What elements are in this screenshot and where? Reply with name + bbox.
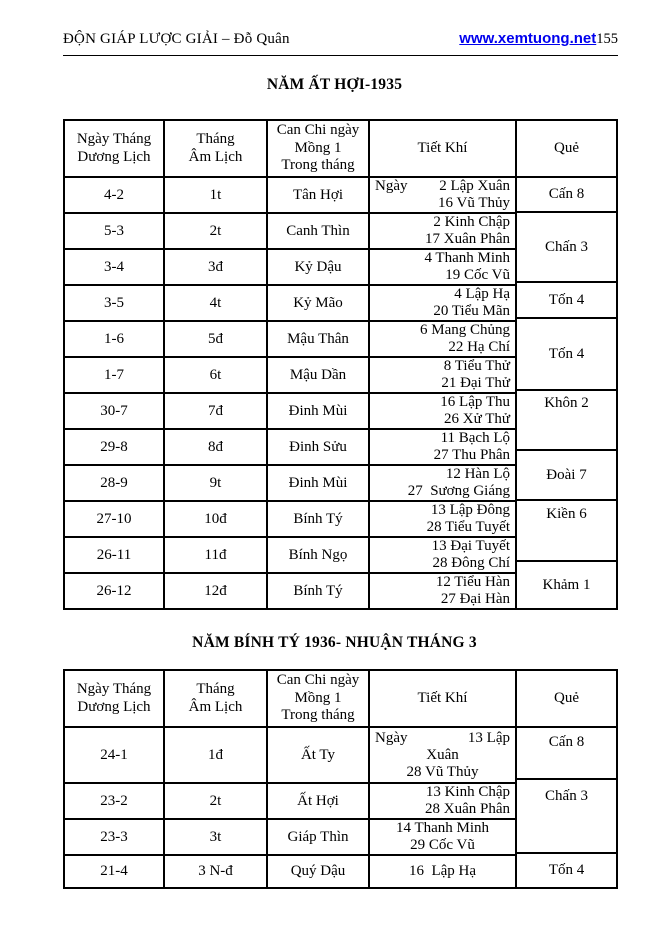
cell-tiet-khi: [369, 249, 516, 285]
tiet-khi-line: 16 Vũ Thủy: [438, 195, 510, 211]
tiet-khi-line: 17 Xuân Phân: [425, 231, 510, 247]
cell-am-lich: 11đ: [164, 537, 267, 573]
cell-can-chi: Canh Thìn: [267, 213, 369, 249]
que-cell: [517, 451, 616, 500]
que-label: Kiền 6: [546, 505, 587, 522]
tiet-khi-line: 20 Tiểu Mãn: [433, 303, 510, 319]
cell-duong-lich: 1-6: [64, 321, 164, 357]
tiet-khi-line: 2 Kinh Chập: [433, 214, 510, 230]
cell-am-lich: 7đ: [164, 393, 267, 429]
column-header-line: Trong tháng: [281, 707, 355, 724]
table-title-1935: NĂM ẤT HỢI-1935: [266, 76, 403, 93]
column-header-line: Tiết Khí: [417, 139, 468, 156]
column-header: [64, 670, 164, 727]
cell-tiet-khi: [369, 177, 516, 213]
cell-tiet-khi: [369, 819, 516, 855]
cell-duong-lich: 5-3: [64, 213, 164, 249]
cell-can-chi: Bính Ngọ: [267, 537, 369, 573]
que-label: Tốn 4: [548, 862, 585, 879]
column-header-line: Ngày Tháng: [76, 131, 152, 147]
que-cell: [517, 178, 616, 213]
column-header: [516, 670, 617, 727]
que-cell: [517, 501, 616, 562]
tiet-khi-line: 13 Lập Đông: [430, 502, 510, 518]
column-header: [369, 120, 516, 177]
cell-can-chi: Bính Tý: [267, 573, 369, 609]
tiet-khi-text: 13 Lập: [467, 729, 510, 746]
table-row: [64, 177, 617, 213]
tiet-khi-line: 6 Mang Chủng: [420, 322, 510, 338]
column-header-line: Tháng: [196, 681, 235, 697]
que-label: Khôn 2: [544, 394, 589, 411]
header-divider: [63, 55, 618, 56]
column-header: [164, 120, 267, 177]
tiet-khi-line: 12 Tiểu Hàn: [435, 574, 510, 590]
table-row: [64, 727, 617, 783]
cell-tiet-khi: [369, 501, 516, 537]
cell-duong-lich: 23-3: [64, 819, 164, 855]
cell-can-chi: Mậu Thân: [267, 321, 369, 357]
cell-am-lich: 2t: [164, 213, 267, 249]
cell-can-chi: Bính Tý: [267, 501, 369, 537]
que-overlay: [517, 728, 616, 887]
que-label: Cấn 8: [548, 186, 585, 203]
cell-tiet-khi: [369, 537, 516, 573]
cell-duong-lich: 24-1: [64, 727, 164, 783]
cell-duong-lich: 26-12: [64, 573, 164, 609]
cell-can-chi: Tân Hợi: [267, 177, 369, 213]
table-head: [64, 670, 617, 727]
cell-am-lich: 8đ: [164, 429, 267, 465]
tiet-khi-line: 27 Đại Hàn: [440, 591, 510, 607]
cell-duong-lich: 3-5: [64, 285, 164, 321]
que-cell: [517, 780, 616, 855]
cell-tiet-khi: [369, 727, 516, 783]
tiet-khi-line: 11 Bạch Lộ: [440, 430, 510, 446]
tiet-khi-line: 8 Tiểu Thử: [443, 358, 510, 374]
cell-am-lich: 9t: [164, 465, 267, 501]
tiet-khi-line: 28 Tiểu Tuyết: [426, 519, 510, 535]
column-header-line: Âm Lịch: [188, 148, 243, 165]
que-overlay: [517, 178, 616, 608]
tiet-khi-line: Xuân: [426, 746, 459, 763]
que-label: Đoài 7: [546, 466, 587, 483]
tiet-khi-line: 28 Đông Chí: [432, 555, 510, 571]
table-body: [64, 177, 617, 609]
tiet-khi-line: 29 Cốc Vũ: [410, 837, 475, 853]
cell-am-lich: 5đ: [164, 321, 267, 357]
table-body: [64, 727, 617, 888]
calendar-table-1936: [63, 669, 618, 889]
column-header-line: Ngày Tháng: [76, 681, 152, 697]
cell-tiet-khi: [369, 321, 516, 357]
page-number: 155: [596, 31, 618, 47]
tiet-khi-line: 4 Thanh Minh: [424, 250, 510, 266]
cell-am-lich: 1t: [164, 177, 267, 213]
tiet-khi-line: 13 Đại Tuyết: [431, 538, 510, 554]
tiet-khi-line: 19 Cốc Vũ: [445, 267, 510, 283]
tiet-khi-line: 12 Hàn Lộ: [445, 466, 510, 482]
tiet-khi-text: Ngày: [375, 729, 408, 746]
cell-am-lich: 6t: [164, 357, 267, 393]
cell-duong-lich: 26-11: [64, 537, 164, 573]
que-cell: [517, 854, 616, 887]
header-row: [64, 670, 617, 727]
calendar-table-1935: [63, 119, 618, 610]
que-label: Chấn 3: [545, 238, 588, 255]
header-row: [64, 120, 617, 177]
que-label: Chấn 3: [545, 787, 588, 804]
column-header-line: Mồng 1: [294, 139, 342, 156]
column-header: [164, 670, 267, 727]
cell-tiet-khi: [369, 573, 516, 609]
column-header-line: Quẻ: [554, 689, 579, 706]
cell-can-chi: Ất Hợi: [267, 783, 369, 819]
tiet-khi-line: 13 Kinh Chập: [425, 784, 510, 800]
tiet-khi-line: [375, 730, 510, 747]
tiet-khi-text: 2 Lập Xuân: [439, 178, 510, 194]
tiet-khi-line: 26 Xử Thử: [444, 411, 510, 427]
que-label: Khảm 1: [542, 576, 591, 593]
que-cell: [517, 319, 616, 390]
cell-que-column: [516, 177, 617, 609]
que-label: Tốn 4: [548, 345, 585, 362]
column-header-line: Trong tháng: [281, 157, 355, 174]
cell-duong-lich: 23-2: [64, 783, 164, 819]
column-header: [267, 670, 369, 727]
cell-que-column: [516, 727, 617, 888]
cell-duong-lich: 29-8: [64, 429, 164, 465]
column-header-line: Tiết Khí: [417, 689, 468, 706]
column-header: [64, 120, 164, 177]
tiet-khi-line: 14 Thanh Minh: [395, 820, 490, 836]
table-head: [64, 120, 617, 177]
cell-duong-lich: 27-10: [64, 501, 164, 537]
cell-am-lich: 3t: [164, 819, 267, 855]
column-header: [516, 120, 617, 177]
header-right: [459, 30, 618, 48]
column-header-line: Tháng: [196, 131, 235, 147]
cell-can-chi: Quý Dậu: [267, 855, 369, 888]
que-cell: [517, 728, 616, 780]
cell-tiet-khi: [369, 465, 516, 501]
cell-can-chi: Giáp Thìn: [267, 819, 369, 855]
tiet-khi-line: [375, 178, 510, 195]
que-label: Cấn 8: [548, 734, 585, 750]
tiet-khi-line: 4 Lập Hạ: [454, 286, 510, 302]
que-label: Tốn 4: [548, 291, 585, 308]
tiet-khi-line: 21 Đại Thử: [441, 375, 510, 391]
page-header: [0, 0, 669, 48]
tiet-khi-line: 28 Vũ Thủy: [406, 763, 479, 780]
cell-am-lich: 3 N-đ: [164, 855, 267, 888]
cell-am-lich: 4t: [164, 285, 267, 321]
column-header-line: Quẻ: [554, 139, 579, 156]
cell-duong-lich: 28-9: [64, 465, 164, 501]
cell-can-chi: Ất Ty: [267, 727, 369, 783]
cell-tiet-khi: [369, 213, 516, 249]
column-header-line: Dương Lịch: [77, 148, 151, 165]
cell-tiet-khi: [369, 357, 516, 393]
cell-am-lich: 2t: [164, 783, 267, 819]
tiet-khi-line: 16 Lập Thu: [440, 394, 510, 410]
cell-can-chi: Đinh Mùi: [267, 465, 369, 501]
cell-am-lich: 3đ: [164, 249, 267, 285]
que-cell: [517, 283, 616, 320]
column-header: [369, 670, 516, 727]
cell-tiet-khi: [369, 429, 516, 465]
cell-duong-lich: 21-4: [64, 855, 164, 888]
tiet-khi-line: 27 Sương Giáng: [407, 483, 510, 499]
cell-can-chi: Kỷ Mão: [267, 285, 369, 321]
cell-duong-lich: 3-4: [64, 249, 164, 285]
cell-can-chi: Đinh Sửu: [267, 429, 369, 465]
table-title-1936: NĂM BÍNH TÝ 1936- NHUẬN THÁNG 3: [192, 634, 477, 651]
document-title: ĐỘN GIÁP LƯỢC GIẢI – Đỗ Quân: [63, 31, 290, 47]
cell-can-chi: Kỷ Dậu: [267, 249, 369, 285]
que-cell: [517, 562, 616, 608]
cell-duong-lich: 30-7: [64, 393, 164, 429]
tiet-khi-text: Ngày: [375, 178, 408, 194]
que-cell: [517, 391, 616, 452]
cell-duong-lich: 4-2: [64, 177, 164, 213]
tiet-khi-line: 27 Thu Phân: [433, 447, 510, 463]
que-cell: [517, 213, 616, 283]
column-header: [267, 120, 369, 177]
column-header-line: Dương Lịch: [77, 698, 151, 715]
cell-am-lich: 12đ: [164, 573, 267, 609]
column-header-line: Âm Lịch: [188, 698, 243, 715]
cell-am-lich: 1đ: [164, 727, 267, 783]
tiet-khi-line: 22 Hạ Chí: [448, 339, 510, 355]
cell-tiet-khi: [369, 393, 516, 429]
cell-can-chi: Đinh Mùi: [267, 393, 369, 429]
column-header-line: Can Chi ngày: [276, 672, 360, 689]
tiet-khi-line: 28 Xuân Phân: [425, 801, 510, 817]
cell-can-chi: Mậu Dần: [267, 357, 369, 393]
cell-am-lich: 10đ: [164, 501, 267, 537]
column-header-line: Can Chi ngày: [276, 122, 360, 139]
cell-tiet-khi: [369, 285, 516, 321]
website-link[interactable]: www.xemtuong.net: [459, 30, 597, 47]
cell-tiet-khi: [369, 783, 516, 819]
column-header-line: Mồng 1: [294, 689, 342, 706]
cell-duong-lich: 1-7: [64, 357, 164, 393]
cell-tiet-khi: [369, 855, 516, 888]
tiet-khi-line: 16 Lập Hạ: [408, 863, 477, 879]
